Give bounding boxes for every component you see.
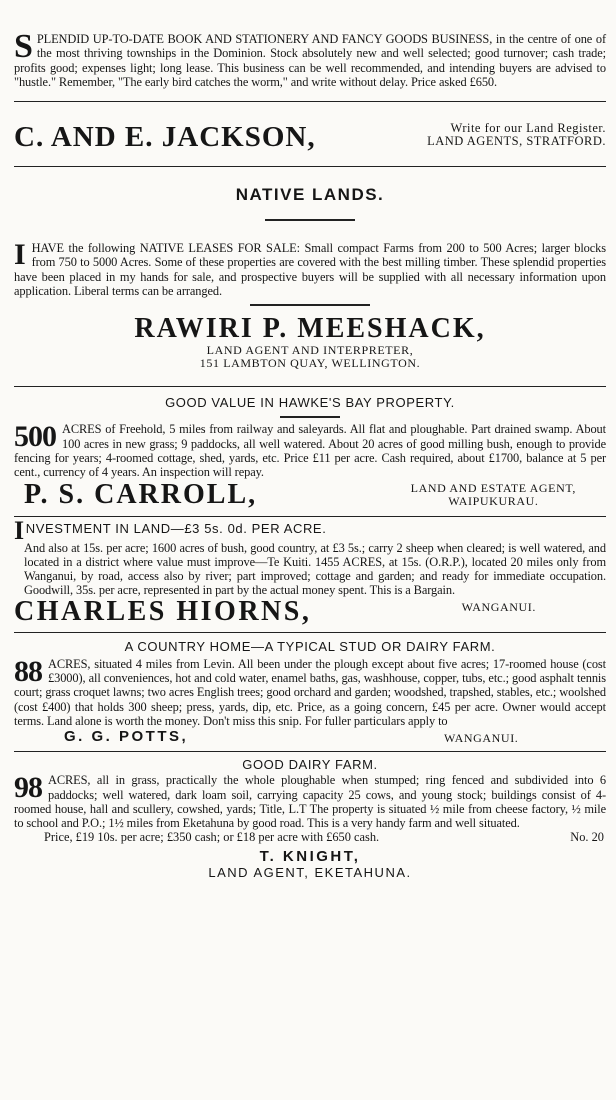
investment-heading: NVESTMENT IN LAND—£3 5s. 0d. PER ACRE.	[25, 520, 327, 536]
hawkes-heading: GOOD VALUE IN HAWKE'S BAY PROPERTY.	[165, 395, 455, 411]
investment-agent-row	[14, 595, 606, 627]
native-text: HAVE the following NATIVE LEASES FOR SALE: Small compact Farms from 200 to 500 Acres; larger blocks from 750 to 5000 Acres. Some of these properties are covered with the best milling timber. These splendid properties have been placed in my hands for sale, and prospective buyers will be supplied with all necessary information upon application. Liberal terms can be arranged.	[14, 241, 606, 299]
country-text-block	[14, 654, 606, 728]
dairy-number-ref: No. 20	[570, 830, 604, 845]
divider	[14, 386, 606, 387]
investment-town: WANGANUI.	[461, 599, 536, 614]
ad-jackson	[14, 114, 606, 154]
native-agent-line1: LAND AGENT AND INTERPRETER,	[206, 343, 414, 358]
hawkes-agent-address	[411, 482, 606, 510]
divider	[14, 166, 606, 167]
ad-country-home	[14, 639, 606, 745]
hawkes-number: 500	[14, 420, 56, 454]
dairy-text-block	[14, 773, 606, 830]
hawkes-text: ACRES of Freehold, 5 miles from railway and saleyards. All flat and ploughable. Part drained swamp. About 100 acres in new grass; 9 paddocks, all well watered. About 20 acres of good milling bush, enough to provide fencing for years; 4-roomed cottage, shed, yards, etc. Price £11 per acre. Cash required, about £1700, balance at 5 per cent., currency of 4 years. An inspection will repay.	[14, 422, 606, 480]
dairy-agent-line: LAND AGENT, EKETAHUNA.	[208, 865, 412, 881]
jackson-address	[427, 122, 606, 154]
dairy-text: ACRES, all in grass, practically the whole ploughable when stumped; ring fenced and subdivided into 6 paddocks; well watered, dark loam soil, carrying capacity 25 cows, and young stock; buildings consist of 4-roomed house, hall and scullery, cowshed, yards; Title, L.T The property is situated ½ mile from cheese factory, ½ mile to school and P.O.; 1½ miles from Eketahuna by good road. This is a very handy farm and well situated.	[14, 773, 606, 831]
hawkes-agent-name: P. S. CARROLL,	[24, 478, 258, 510]
divider	[14, 516, 606, 517]
stationery-dropcap: S	[14, 28, 33, 65]
dairy-price-row	[14, 830, 606, 844]
ad-investment-in-land	[14, 515, 606, 627]
country-agent-row	[14, 728, 606, 745]
short-divider	[265, 219, 355, 221]
dairy-heading: GOOD DAIRY FARM.	[242, 757, 378, 773]
native-text-block	[14, 238, 606, 299]
native-dropcap: I	[14, 238, 26, 272]
dairy-agent-name: T. KNIGHT,	[259, 848, 361, 866]
country-heading: A COUNTRY HOME—A TYPICAL STUD OR DAIRY FARM.	[124, 638, 496, 654]
native-agent-line2: 151 LAMBTON QUAY, WELLINGTON.	[199, 356, 421, 371]
jackson-name: C. AND E. JACKSON,	[14, 121, 316, 154]
dairy-number: 98	[14, 771, 42, 805]
investment-heading-row	[14, 515, 606, 545]
stationery-text-block	[14, 28, 606, 89]
hawkes-agent-line2: WAIPUKURAU.	[448, 493, 539, 508]
investment-agent-name: CHARLES HIORNS,	[14, 595, 312, 627]
hawkes-agent-row	[14, 480, 606, 510]
ad-hawkes-bay	[14, 395, 606, 509]
native-agent-name: RAWIRI P. MEESHACK,	[134, 313, 486, 345]
jackson-line1: Write for our Land Register.	[450, 121, 606, 136]
jackson-line2: LAND AGENTS, STRATFORD.	[427, 134, 606, 149]
hawkes-agent-line1: LAND AND ESTATE AGENT,	[410, 480, 576, 495]
country-town: WANGANUI.	[444, 731, 519, 746]
ad-native-lands	[14, 185, 606, 370]
short-divider	[250, 304, 370, 306]
investment-text: And also at 15s. per acre; 1600 acres of bush, good country, at £3 5s.; carry 2 sheep when cleared; is well watered, and located in a district where value must improve—Te Kuiti. 1455 ACRES, at 15s. (O.R.P.), located 20 miles only from Wanganui, by road, access also by river; part improved; cottage and garden; and ready for immediate occupation. Goodwill, 35s. per acre, represented in part by the actual money spent. This is a Bargain.	[24, 540, 606, 598]
divider	[14, 632, 606, 633]
native-heading: NATIVE LANDS.	[235, 185, 385, 205]
ad-stationery-business	[14, 0, 606, 89]
ad-good-dairy-farm	[14, 757, 606, 880]
country-number: 88	[14, 654, 42, 688]
investment-dropcap: I	[14, 515, 25, 545]
stationery-text: PLENDID UP-TO-DATE BOOK AND STATIONERY AND FANCY GOODS BUSINESS, in the centre of one of the most thriving townships in the Dominion. Stock absolutely new and well selected; good turnover; cash trade; profits good; expenses light; long lease. This business can be well recommended, and intending buyers are advised to "hustle." Remember, "The early bird catches the worm," and write without delay. Price asked £650.	[14, 32, 606, 89]
short-divider	[280, 416, 340, 418]
country-text: ACRES, situated 4 miles from Levin. All been under the plough except about five acres; 17-roomed house (cost £3000), all conveniences, hot and cold water, enamel baths, gas, washhouse, copper, tubs, etc.; good asphalt tennis court; grass croquet lawns; two acres English trees; good orchard and garden; woodshed, trapshed, stables, etc.; woolshed (cost £400) that holds 300 sheep; press, yards, dip, etc. Price, as a going concern, £45 per acre. Owner would accept terms. Land alone is worth the money. Don't miss this snip. For fuller particulars apply to	[14, 656, 606, 728]
divider	[14, 751, 606, 752]
hawkes-text-block	[14, 422, 606, 479]
country-agent-name: G. G. POTTS,	[64, 728, 189, 746]
divider	[14, 101, 606, 102]
dairy-price: Price, £19 10s. per acre; £350 cash; or £18 per acre with £650 cash.	[44, 830, 380, 845]
